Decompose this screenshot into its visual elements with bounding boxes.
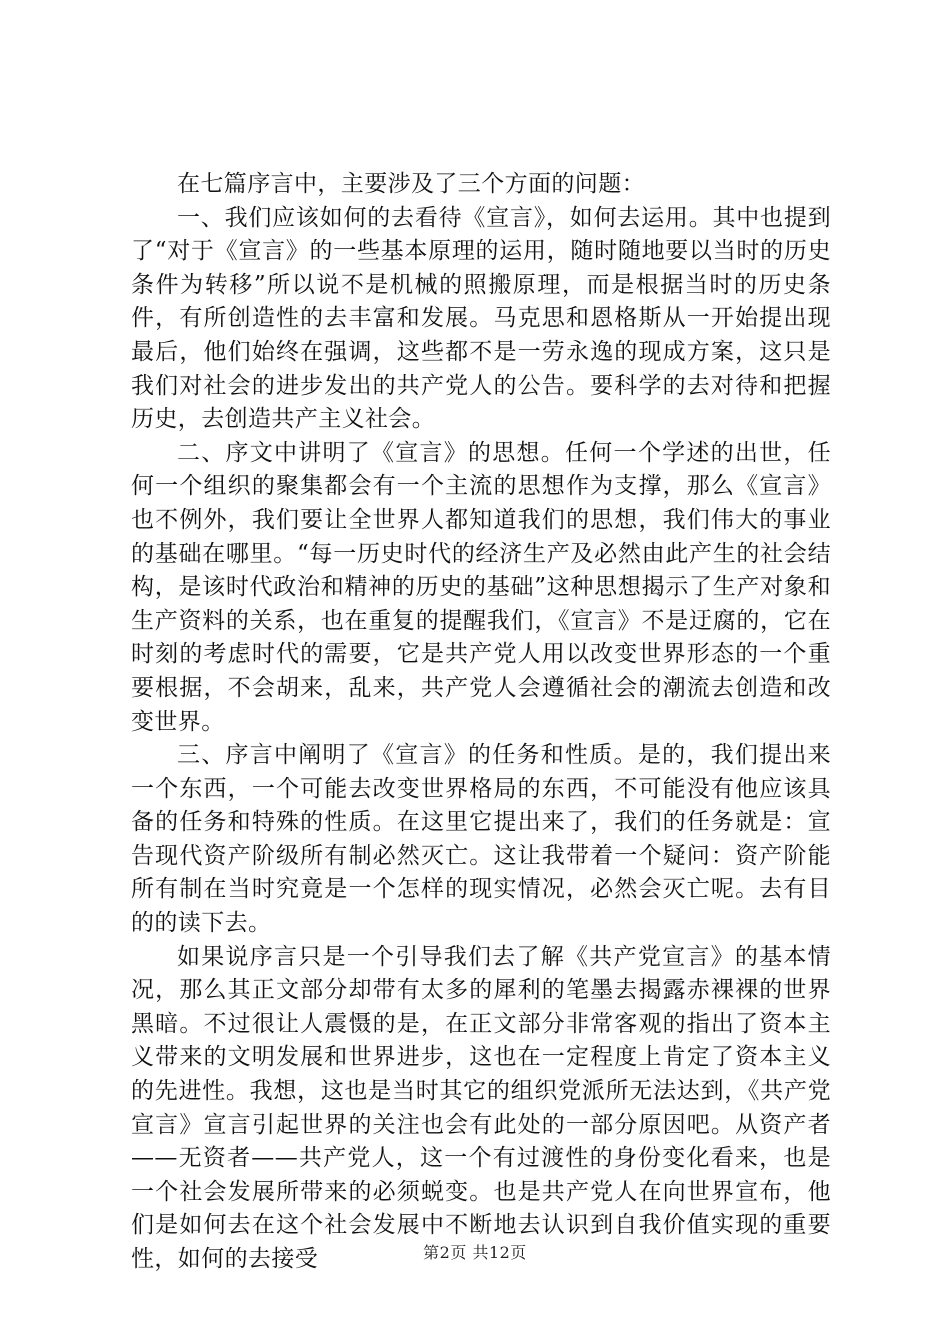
- paragraph-main-text: 如果说序言只是一个引导我们去了解《共产党宣言》的基本情况，那么其正文部分却带有太多的犀利的笔墨去揭露赤裸裸的世界黑暗。不过很让人震慑的是，在正文部分非常客观的指出了资本主义带来的文明发展和世界进步，这也在一定程度上肯定了资本主义的先进性。我想，这也是当时其它的组织党派所无法达到，《共产党宣言》宣言引起世界的关注也会有此处的一部分原因吧。从资产者——无资者——共产党人，这一个有过渡性的身份变化看来，也是一个社会发展所带来的必须蜕变。也是共产党人在向世界宣布，他们是如何去在这个社会发展中不断地去认识到自我价值实现的重要性，如何的去接受: [131, 943, 831, 1272]
- page-number-footer: 第2页 共12页: [423, 1243, 527, 1262]
- paragraph-point-three: 三、序言中阐明了《宣言》的任务和性质。是的，我们提出来一个东西，一个可能去改变世界格局的东西，不可能没有他应该具备的任务和特殊的性质。在这里它提出来了，我们的任务就是：宣告现代资产阶级所有制必然灭亡。这让我带着一个疑问：资产阶能所有制在当时究竟是一个怎样的现实情况，必然会灭亡呢。去有目的的读下去。: [131, 742, 831, 937]
- paragraph-point-two: 二、序文中讲明了《宣言》的思想。任何一个学述的出世，任何一个组织的聚集都会有一个主流的思想作为支撑，那么《宣言》也不例外，我们要让全世界人都知道我们的思想，我们伟大的事业的基础在哪里。“每一历史时代的经济生产及必然由此产生的社会结构，是该时代政治和精神的历史的基础”这种思想揭示了生产对象和生产资料的关系，也在重复的提醒我们，《宣言》不是迂腐的，它在时刻的考虑时代的需要，它是共产党人用以改变世界形态的一个重要根据，不会胡来，乱来，共产党人会遵循社会的潮流去创造和改变世界。: [131, 439, 831, 735]
- paragraph-intro: 在七篇序言中，主要涉及了三个方面的问题：: [177, 171, 645, 197]
- paragraph-point-one: 一、我们应该如何的去看待《宣言》，如何去运用。其中也提到了“对于《宣言》的一些基本原理的运用，随时随地要以当时的历史条件为转移”所以说不是机械的照搬原理，而是根据当时的历史条件，有所创造性的去丰富和发展。马克思和恩格斯从一开始提出现最后，他们始终在强调，这些都不是一劳永逸的现成方案，这只是我们对社会的进步发出的共产党人的公告。要科学的去对待和把握历史，去创造共产主义社会。: [131, 204, 831, 433]
- document-body: [131, 168, 831, 1277]
